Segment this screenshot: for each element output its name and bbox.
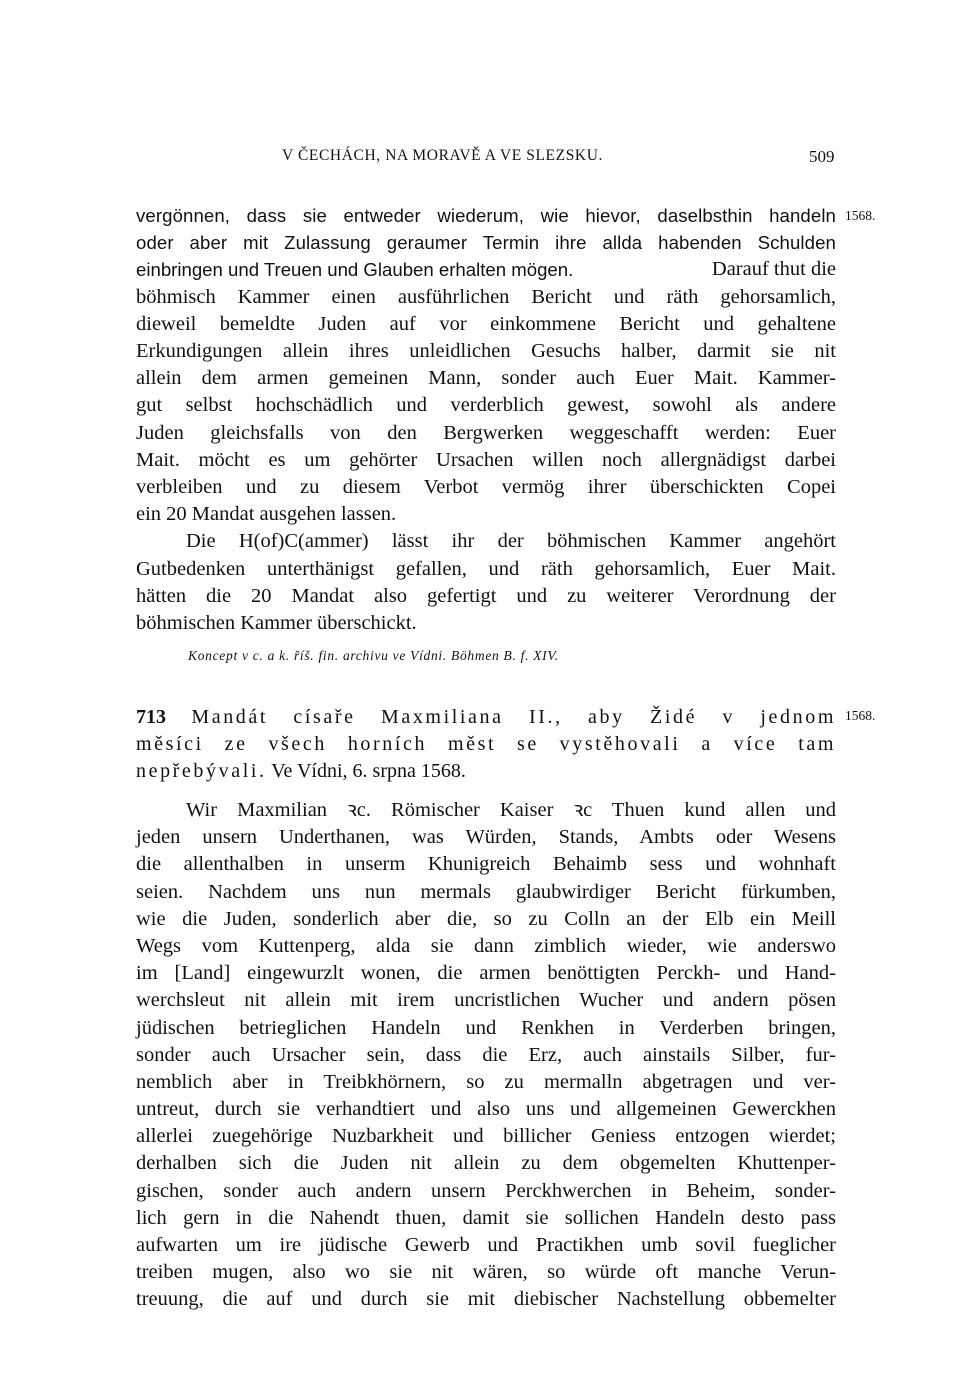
text-line: aufwarten um ire jüdische Gewerb und Practikhen umb sovil fueglicher — [136, 1234, 836, 1256]
text-line: allein dem armen gemeinen Mann, sonder auch Euer Mait. Kammer- — [136, 367, 836, 390]
text-line: wie die Juden, sonderlich aber die, so zu Colln an der Elb ein Meill — [136, 907, 836, 930]
text-line: Wegs vom Kuttenperg, alda sie dann zimblich wieder, wie anderswo — [136, 934, 836, 957]
text-line: vergönnen, dass sie entweder wiederum, wie hievor, daselbsthin handeln — [136, 205, 836, 226]
entry-heading — [136, 704, 836, 786]
text-line: Gutbedenken unterthänigst gefallen, und räth gehorsamlich, Euer Mait. — [136, 557, 836, 580]
margin-date: 1568. — [845, 708, 876, 723]
text-line: werchsleut nit allein mit irem uncristlichen Wucher und andern pösen — [136, 989, 836, 1012]
text-line: Mait. möcht es um gehörter Ursachen willen noch allergnädigst darbei — [136, 448, 836, 471]
text-line: sonder auch Ursacher sein, dass die Erz, auch ainstails Silber, fur- — [136, 1043, 836, 1066]
text-line: jeden unsern Underthanen, was Würden, Stands, Ambts oder Wesens — [136, 826, 836, 849]
text-line: oder aber mit Zulassung geraumer Termin ihre allda habenden Schulden — [136, 232, 836, 254]
continuation-serif-block — [136, 284, 836, 529]
text-line: dieweil bemeldte Juden auf vor einkommene Bericht und gehaltene — [136, 312, 836, 335]
text-line: seien. Nachdem uns nun mermals glaubwirdiger Bericht fürkumben, — [136, 880, 836, 903]
margin-date: 1568. — [845, 208, 876, 223]
text-line: die allenthalben in unserm Khunigreich Behaimb sess und wohnhaft — [136, 853, 836, 876]
text-line: jüdischen betrieglichen Handeln und Renkhen in Verderben bringen, — [136, 1016, 836, 1039]
text-line: gut selbst hochschädlich und verderblich gewest, sowohl als andere — [136, 394, 836, 417]
entry-heading-text: Mandát císaře Maxmiliana II., aby Židé v jednom — [166, 706, 836, 728]
text-line: treiben mugen, also wo sie nit wären, so würde oft manche Verun- — [136, 1261, 836, 1284]
paragraph-hofkammer — [136, 528, 836, 637]
text-line: lich gern in die Nahendt thuen, damit sie sollichen Handeln desto pass — [136, 1206, 836, 1229]
running-head-title: V ČECHÁCH, NA MORAVĚ A VE SLEZSKU. — [282, 147, 603, 164]
entry-heading-text: nepřebývali. — [136, 760, 267, 783]
page-number: 509 — [809, 147, 835, 166]
text-line: böhmischen Kammer überschickt. — [136, 611, 417, 634]
text-line: böhmisch Kammer einen ausführlichen Bericht und räth gehorsamlich, — [136, 285, 836, 308]
entry-heading-text: měsíci ze všech horních měst se vystěhovali a více tam — [136, 733, 836, 756]
text-fragment: einbringen und Treuen und Glauben erhalten mögen. — [136, 259, 574, 281]
text-line: gischen, sonder auch andern unsern Perckhwerchen in Beheim, sonder- — [136, 1179, 836, 1202]
text-line: verbleiben und zu diesem Verbot vermög ihrer überschickten Copei — [136, 475, 836, 498]
text-line: allerlei zuegehörige Nuzbarkheit und billicher Geniess entzogen wierdet; — [136, 1125, 836, 1148]
running-head — [0, 147, 960, 169]
text-line: treuung, die auf und durch sie mit diebischer Nachstellung obbemelter — [136, 1288, 836, 1311]
text-line: im [Land] eingewurzlt wonen, die armen benöttigten Perckh- und Hand- — [136, 962, 836, 985]
text-fragment: Darauf thut die — [706, 258, 836, 281]
text-line: ein 20 Mandat ausgehen lassen. — [136, 503, 397, 526]
text-line: Juden gleichsfalls von den Bergwerken weggeschafft werden: Euer — [136, 421, 836, 444]
entry-number: 713 — [136, 706, 166, 728]
mixed-line — [136, 256, 836, 283]
entry-date: Ve Vídni, 6. srpna 1568. — [266, 760, 466, 783]
text-line: Wir Maxmilian ꝛc. Römischer Kaiser ꝛc Thuen kund allen und — [186, 799, 836, 821]
text-line: Die H(of)C(ammer) lässt ihr der böhmischen Kammer angehört — [186, 530, 836, 553]
entry-body — [136, 797, 836, 1314]
text-line: hätten die 20 Mandat also gefertigt und zu weiterer Verordnung der — [136, 584, 836, 607]
text-line: nemblich aber in Treibkhörnern, so zu mermalln abgetragen und ver- — [136, 1070, 836, 1093]
text-line: Erkundigungen allein ihres unleidlichen Gesuchs halber, darmit sie nit — [136, 339, 836, 362]
continuation-sans-block — [136, 202, 836, 256]
text-line: untreut, durch sie verhandtiert und also uns und allgemeinen Gewerckhen — [136, 1098, 836, 1121]
text-line: derhalben sich die Juden nit allein zu dem obgemelten Khuttenper- — [136, 1152, 836, 1175]
source-note: Koncept v c. a k. říš. fin. archivu ve Vídni. Böhmen B. f. XIV. — [188, 648, 559, 663]
